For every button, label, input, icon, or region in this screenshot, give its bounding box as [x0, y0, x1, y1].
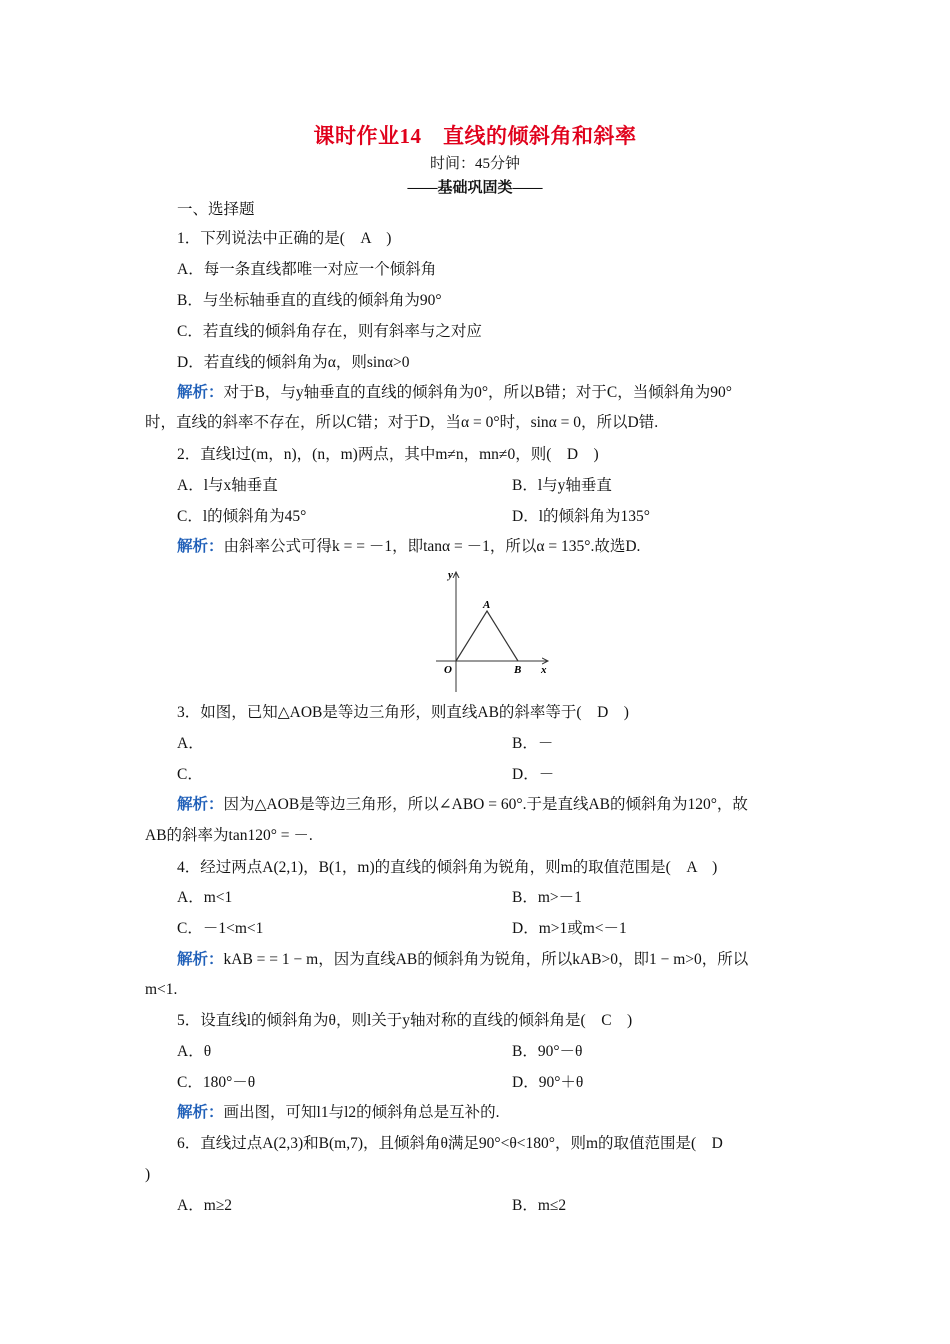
- question-6-option-a: A．m≥2: [177, 1197, 233, 1214]
- analysis-text: 由斜率公式可得k = = －1，即tanα = －1，所以α = 135°.故选D.: [223, 538, 641, 555]
- question-5-option-c: C．180°－θ: [177, 1074, 256, 1091]
- time-limit: 时间：45分钟: [429, 156, 520, 172]
- analysis-text: 因为△AOB是等边三角形，所以∠ABO = 60°.于是直线AB的倾斜角为120°，故: [223, 796, 748, 813]
- part-heading: 一、选择题: [177, 201, 255, 218]
- question-5-analysis: [177, 1102, 842, 1124]
- question-2-stem: 2．直线l过(m，n)，(n，m)两点，其中m≠n，mn≠0，则( D ): [177, 446, 599, 463]
- question-5-option-b: B．90°－θ: [512, 1043, 583, 1060]
- question-4-stem: 4．经过两点A(2,1)，B(1，m)的直线的倾斜角为锐角，则m的取值范围是( A ): [177, 859, 718, 876]
- question-1-stem: 1．下列说法中正确的是( A ): [177, 230, 392, 247]
- question-2-option-b: B．l与y轴垂直: [512, 477, 612, 494]
- section-heading: ——基础巩固类——: [407, 180, 543, 196]
- question-1-option-b: B．与坐标轴垂直的直线的倾斜角为90°: [177, 292, 442, 309]
- question-1-analysis-line-2: 时，直线的斜率不存在，所以C错；对于D，当α = 0°时，sinα = 0，所以D错.: [145, 414, 659, 431]
- analysis-text: 画出图，可知l1与l2的倾斜角总是互补的.: [223, 1104, 500, 1121]
- analysis-label: 解析：: [177, 1104, 224, 1121]
- question-5-stem: 5．设直线l的倾斜角为θ，则l关于y轴对称的直线的倾斜角是( C ): [177, 1012, 633, 1029]
- question-4-option-a: A．m<1: [177, 889, 233, 906]
- question-6-stem-continued: ): [145, 1166, 151, 1183]
- question-2-option-d: D．l的倾斜角为135°: [512, 508, 650, 525]
- question-3-option-a: A．: [177, 735, 204, 752]
- question-3-analysis-line-2: AB的斜率为tan120° = －.: [145, 827, 313, 844]
- question-5-option-a: A．θ: [177, 1043, 212, 1060]
- question-6-option-b: B．m≤2: [512, 1197, 567, 1214]
- analysis-label: 解析：: [177, 384, 224, 401]
- question-3-option-d: D．－: [512, 766, 555, 783]
- question-1-option-a: A．每一条直线都唯一对应一个倾斜角: [177, 261, 437, 278]
- question-2-option-c: C．l的倾斜角为45°: [177, 508, 307, 525]
- question-3-stem: 3．如图，已知△AOB是等边三角形，则直线AB的斜率等于( D ): [177, 704, 629, 721]
- analysis-label: 解析：: [177, 951, 224, 968]
- question-1-option-c: C．若直线的倾斜角存在，则有斜率与之对应: [177, 323, 482, 340]
- question-2-analysis: [177, 536, 842, 558]
- question-4-option-c: C．－1<m<1: [177, 920, 264, 937]
- label-x: x: [541, 664, 547, 676]
- question-1-option-d: D．若直线的倾斜角为α，则sinα>0: [177, 354, 410, 371]
- analysis-text: 对于B，与y轴垂直的直线的倾斜角为0°，所以B错；对于C，当倾斜角为90°: [223, 384, 732, 401]
- question-3-option-b: B．－: [512, 735, 554, 752]
- question-4-analysis-line-2: m<1.: [145, 981, 178, 998]
- analysis-label: 解析：: [177, 796, 224, 813]
- question-2-option-a: A．l与x轴垂直: [177, 477, 278, 494]
- triangle-aob: [456, 611, 518, 661]
- question-1-analysis-line-1: [177, 382, 807, 404]
- label-a: A: [483, 599, 491, 611]
- question-6-stem: 6．直线过点A(2,3)和B(m,7)，且倾斜角θ满足90°<θ<180°，则m的取值范围是( D: [177, 1135, 723, 1152]
- question-3-option-c: C．: [177, 766, 203, 783]
- question-5-option-d: D．90°＋θ: [512, 1074, 584, 1091]
- triangle-figure: [428, 566, 558, 694]
- analysis-text: kAB = = 1 − m，因为直线AB的倾斜角为锐角，所以kAB>0，即1 − m>0，所以: [223, 951, 749, 968]
- label-y: y: [448, 569, 453, 581]
- question-4-option-b: B．m>－1: [512, 889, 582, 906]
- question-4-option-d: D．m>1或m<－1: [512, 920, 627, 937]
- page-title: 课时作业14 直线的倾斜角和斜率: [313, 124, 637, 148]
- question-4-analysis-line-1: [177, 949, 842, 971]
- label-b: B: [514, 664, 522, 676]
- label-o: O: [444, 664, 452, 676]
- analysis-label: 解析：: [177, 538, 224, 555]
- question-3-analysis-line-1: [177, 794, 842, 816]
